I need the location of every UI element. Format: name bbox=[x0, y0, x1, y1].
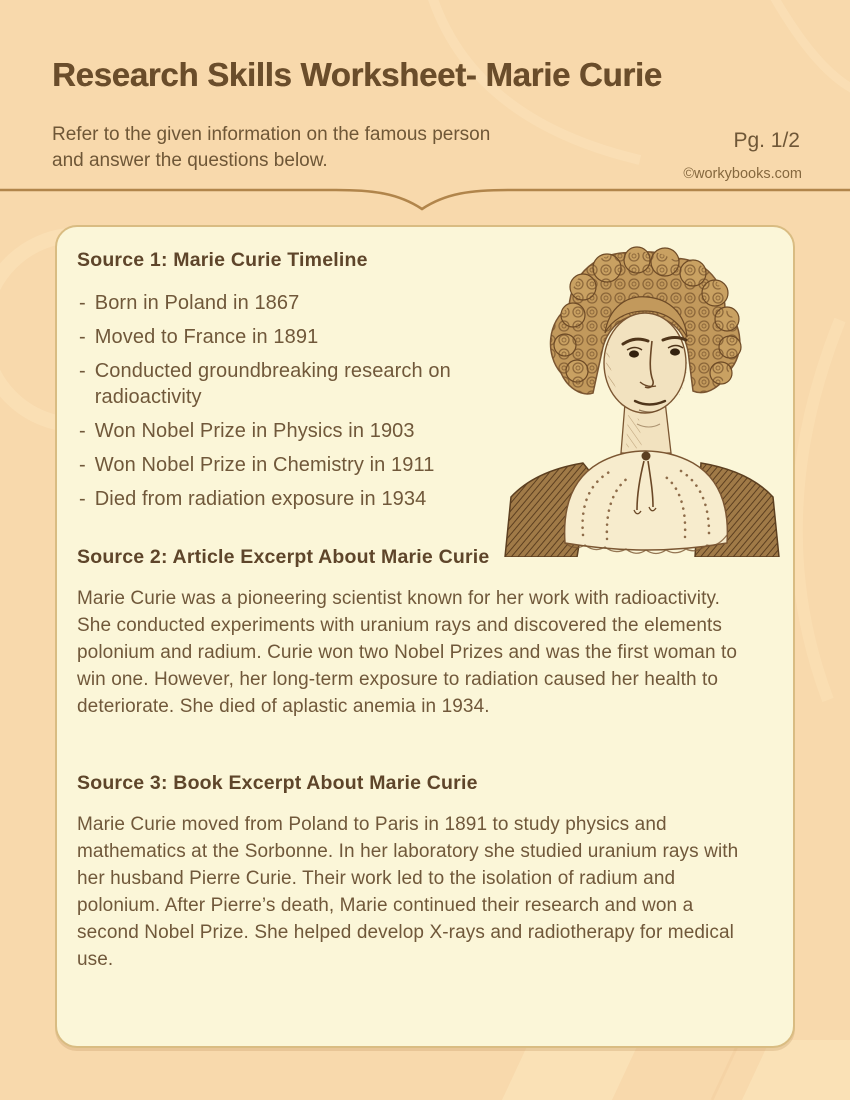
dash-bullet: - bbox=[79, 420, 86, 442]
dash-bullet: - bbox=[79, 454, 86, 476]
watermark-copyright: ©workybooks.com bbox=[683, 166, 802, 182]
timeline-list bbox=[79, 290, 489, 512]
timeline-item-text: Won Nobel Prize in Physics in 1903 bbox=[94, 420, 415, 442]
timeline-item bbox=[79, 358, 489, 410]
dash-bullet: - bbox=[79, 488, 86, 510]
page-number: Pg. 1/2 bbox=[733, 129, 800, 152]
instructions-line-1: Refer to the given information on the famous person bbox=[52, 124, 491, 145]
timeline-item-text: Born in Poland in 1867 bbox=[94, 292, 300, 314]
instructions-line-2: and answer the questions below. bbox=[52, 150, 328, 171]
timeline-item bbox=[79, 418, 489, 444]
source3-body: Marie Curie moved from Poland to Paris in 1891 to study physics and mathematics at the Sorbonne. In her laboratory she studied uranium rays with her husband Pierre Curie. Their work led to the isolation of radium and polonium. After Pierre’s death, Marie continued their research and won a second Nobel Prize. She helped develop X-rays and radiotherapy for medical use. bbox=[77, 814, 739, 970]
timeline-item-text: Conducted groundbreaking research on radioactivity bbox=[94, 360, 451, 408]
marie-curie-portrait-illustration bbox=[487, 235, 787, 557]
separator-swoosh-line bbox=[0, 180, 850, 220]
source2-body: Marie Curie was a pioneering scientist known for her work with radioactivity. She conducted experiments with uranium rays and discovered the elements polonium and radium. Curie won two Nobel Prizes and was the first woman to win one. However, her long-term exposure to radiation caused her health to deteriorate. She died of aplastic anemia in 1934. bbox=[77, 588, 738, 717]
timeline-item bbox=[79, 486, 489, 512]
timeline-item-text: Won Nobel Prize in Chemistry in 1911 bbox=[94, 454, 435, 476]
dash-bullet: - bbox=[79, 360, 86, 382]
timeline-item bbox=[79, 452, 489, 478]
instructions bbox=[52, 122, 490, 174]
source1-heading: Source 1: Marie Curie Timeline bbox=[77, 249, 368, 271]
source3-heading: Source 3: Book Excerpt About Marie Curie bbox=[77, 772, 478, 794]
content-card bbox=[55, 225, 795, 1048]
dash-bullet: - bbox=[79, 326, 86, 348]
timeline-item-text: Moved to France in 1891 bbox=[94, 326, 319, 348]
source2-heading: Source 2: Article Excerpt About Marie Curie bbox=[77, 546, 490, 568]
timeline-item bbox=[79, 324, 489, 350]
timeline-item-text: Died from radiation exposure in 1934 bbox=[94, 488, 427, 510]
worksheet-title: Research Skills Worksheet- Marie Curie bbox=[52, 56, 662, 93]
timeline-item bbox=[79, 290, 489, 316]
dash-bullet: - bbox=[79, 292, 86, 314]
